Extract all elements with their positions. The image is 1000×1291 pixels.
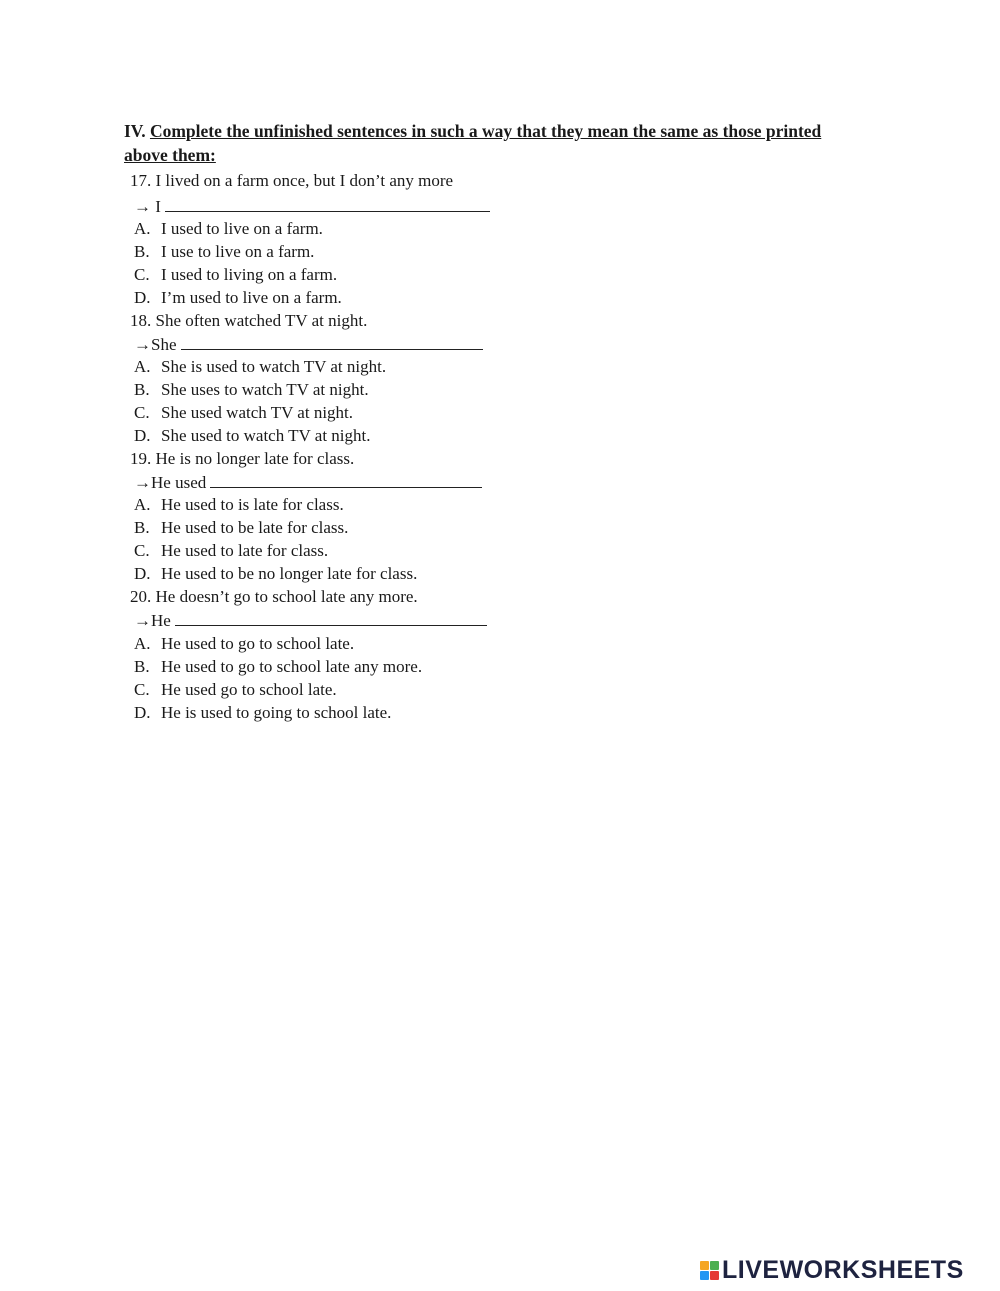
option-letter: C. [134, 403, 150, 422]
option [134, 494, 344, 516]
option [134, 633, 354, 655]
logo-tile [710, 1261, 719, 1270]
option [134, 402, 353, 424]
option [134, 241, 314, 263]
option-letter: D. [134, 426, 151, 445]
answer-blank[interactable] [210, 473, 482, 488]
option-text: I’m used to live on a farm. [161, 288, 342, 307]
option-letter: B. [134, 657, 150, 676]
option-letter: A. [134, 357, 151, 376]
option-text: He used go to school late. [161, 680, 337, 699]
option-letter: B. [134, 242, 150, 261]
option-letter: D. [134, 564, 151, 583]
option-letter: A. [134, 634, 151, 653]
option-letter: D. [134, 288, 151, 307]
option-letter: A. [134, 495, 151, 514]
option [134, 563, 417, 585]
question-stem: 18. She often watched TV at night. [130, 311, 368, 330]
option-text: He used to go to school late any more. [161, 657, 423, 676]
option [134, 702, 391, 724]
option-text: He used to be late for class. [161, 518, 349, 537]
option-text: He used to late for class. [161, 541, 329, 560]
liveworksheets-logo [700, 1255, 964, 1285]
option [134, 264, 337, 286]
option [134, 517, 348, 539]
option [134, 218, 323, 240]
question-stem: 20. He doesn’t go to school late any more. [130, 587, 418, 606]
option [134, 679, 337, 701]
logo-tile [700, 1261, 709, 1270]
option-letter: B. [134, 380, 150, 399]
option-text: She is used to watch TV at night. [161, 357, 387, 376]
option-letter: C. [134, 541, 150, 560]
prompt-text: → I [134, 197, 161, 216]
option-letter: C. [134, 265, 150, 284]
option-text: She used watch TV at night. [161, 403, 354, 422]
option-text: I use to live on a farm. [161, 242, 315, 261]
option [134, 425, 371, 447]
section-heading [124, 119, 854, 167]
option-letter: A. [134, 219, 151, 238]
option-text: He used to be no longer late for class. [161, 564, 418, 583]
section-instruction: Complete the unfinished sentences in such a way that they mean the same as those printed above them: [124, 121, 822, 165]
option-text: He used to is late for class. [161, 495, 344, 514]
answer-blank[interactable] [181, 335, 483, 350]
prompt-text: →He [134, 611, 171, 630]
option [134, 287, 342, 309]
option-text: She used to watch TV at night. [161, 426, 371, 445]
question-stem: 19. He is no longer late for class. [130, 449, 355, 468]
option-letter: B. [134, 518, 150, 537]
question-stem: 17. I lived on a farm once, but I don’t any more [130, 171, 454, 190]
prompt-text: →He used [134, 473, 207, 492]
option [134, 540, 328, 562]
answer-blank[interactable] [175, 611, 487, 626]
logo-text: LIVEWORKSHEETS [722, 1255, 964, 1284]
option-text: She uses to watch TV at night. [161, 380, 369, 399]
option-text: He is used to going to school late. [161, 703, 392, 722]
logo-tile [700, 1271, 709, 1280]
logo-mark-icon [700, 1261, 719, 1280]
option-text: He used to go to school late. [161, 634, 355, 653]
answer-prompt [134, 334, 483, 356]
option-text: I used to living on a farm. [161, 265, 338, 284]
option-letter: D. [134, 703, 151, 722]
option [134, 356, 386, 378]
option [134, 379, 369, 401]
option [134, 656, 422, 678]
answer-prompt [134, 610, 487, 632]
option-letter: C. [134, 680, 150, 699]
answer-prompt [134, 472, 482, 494]
section-number: IV. [124, 121, 146, 141]
logo-tile [710, 1271, 719, 1280]
answer-prompt [134, 196, 490, 218]
answer-blank[interactable] [165, 197, 490, 212]
prompt-text: →She [134, 335, 177, 354]
option-text: I used to live on a farm. [161, 219, 323, 238]
